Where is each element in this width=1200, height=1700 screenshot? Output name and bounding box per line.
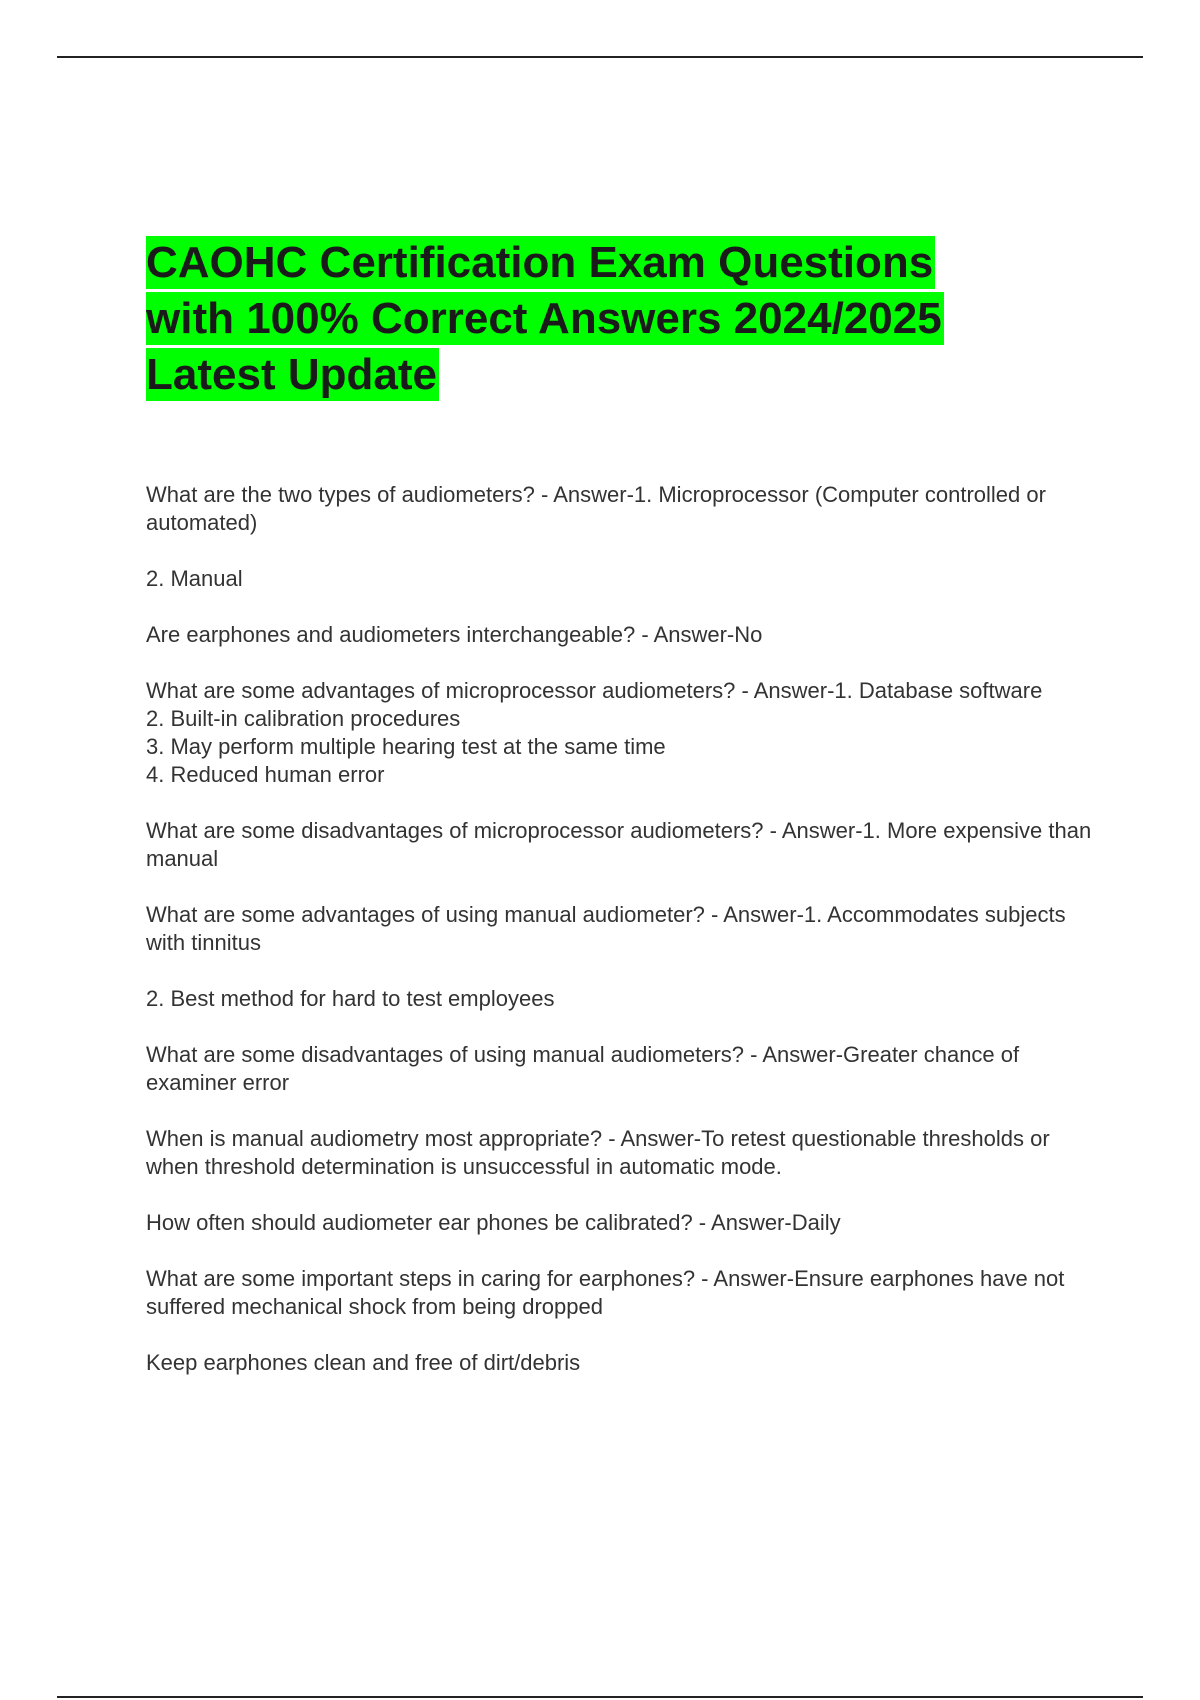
qa-paragraph [146,677,1096,789]
document-body [146,235,1096,1405]
qa-paragraph [146,481,1096,537]
qa-text: When is manual audiometry most appropriate? - Answer-To retest questionable thresholds or when threshold determination is unsuccessful in automatic mode. [146,1126,1050,1179]
qa-text: What are some advantages of using manual audiometer? - Answer-1. Accommodates subjects with tinnitus [146,902,1066,955]
qa-text: What are some important steps in caring for earphones? - Answer-Ensure earphones have not suffered mechanical shock from being dropped [146,1266,1065,1319]
title-line: Latest Update [146,350,437,399]
qa-text: 2. Built-in calibration procedures [146,706,461,731]
qa-paragraph [146,1349,1096,1377]
qa-paragraph [146,817,1096,873]
qa-text: 4. Reduced human error [146,762,385,787]
qa-text: How often should audiometer ear phones be calibrated? - Answer-Daily [146,1210,841,1235]
qa-text: What are the two types of audiometers? - Answer-1. Microprocessor (Computer controlled or automated) [146,482,1046,535]
header-rule [57,56,1143,58]
qa-paragraph [146,1209,1096,1237]
qa-paragraph [146,1265,1096,1321]
qa-text: What are some disadvantages of using manual audiometers? - Answer-Greater chance of examiner error [146,1042,1020,1095]
qa-paragraph [146,621,1096,649]
title-line: CAOHC Certification Exam Questions [146,238,934,287]
qa-paragraph [146,985,1096,1013]
document-title [146,235,1096,403]
qa-paragraph [146,1041,1096,1097]
qa-list [146,481,1096,1377]
qa-text: What are some advantages of microprocessor audiometers? - Answer-1. Database software [146,678,1043,703]
footer-rule [57,1696,1143,1698]
qa-text: 2. Manual [146,566,243,591]
qa-paragraph [146,565,1096,593]
qa-text: 3. May perform multiple hearing test at the same time [146,734,666,759]
qa-text: 2. Best method for hard to test employees [146,986,555,1011]
qa-paragraph [146,1125,1096,1181]
qa-text: What are some disadvantages of microprocessor audiometers? - Answer-1. More expensive than manual [146,818,1092,871]
title-line: with 100% Correct Answers 2024/2025 [146,294,942,343]
qa-text: Are earphones and audiometers interchangeable? - Answer-No [146,622,763,647]
qa-text: Keep earphones clean and free of dirt/debris [146,1350,581,1375]
qa-paragraph [146,901,1096,957]
